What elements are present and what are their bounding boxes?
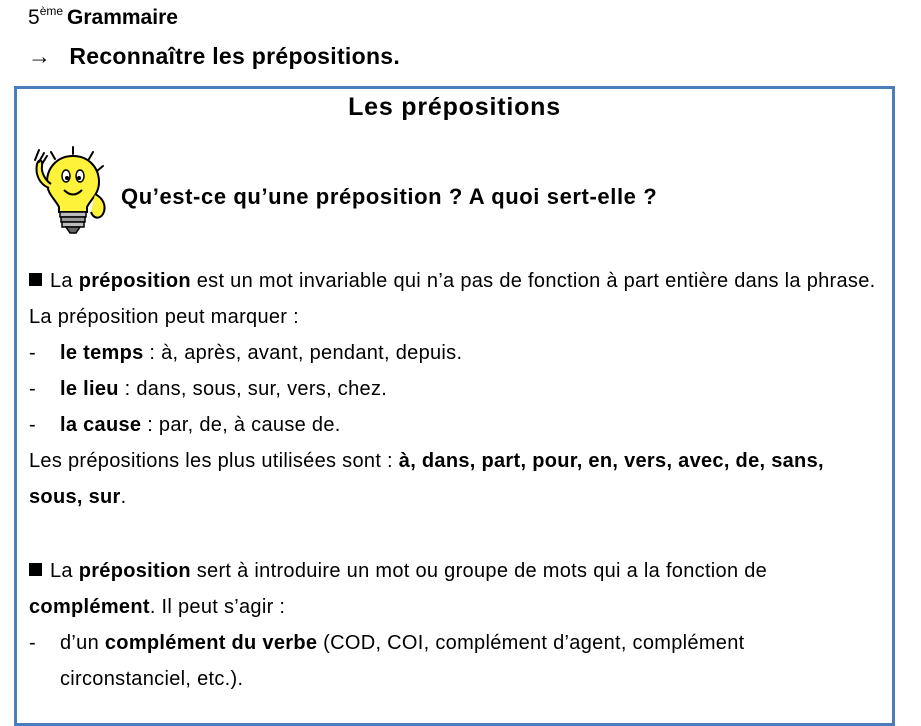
term-complement: complément <box>29 596 150 618</box>
lesson-title: Les prépositions <box>348 93 561 121</box>
common-prepositions: Les prépositions les plus utilisées sont : à, dans, part, pour, en, vers, avec, de, sans, sous, sur. <box>29 450 824 508</box>
key-question: Qu’est-ce qu’une préposition ? A quoi sert-elle ? <box>121 184 658 209</box>
subject-label: Grammaire <box>67 6 178 29</box>
lesson-objective <box>28 43 400 70</box>
list-item: - d’un complément du verbe (COD, COI, complément d’agent, complément circonstanciel, etc.). <box>29 632 745 690</box>
list-item: - le lieu : dans, sous, sur, vers, chez. <box>29 378 388 400</box>
level-number: 5 <box>28 6 40 29</box>
definition-block <box>29 263 879 515</box>
usage-block <box>29 553 879 697</box>
term-preposition: préposition <box>78 560 191 582</box>
square-bullet-icon <box>29 273 42 286</box>
lesson-frame <box>14 86 895 726</box>
list-item: - le temps : à, après, avant, pendant, depuis. <box>29 342 463 364</box>
common-prepositions-list: à, dans, part, pour, en, vers, avec, de, sans, sous, sur <box>29 450 824 508</box>
class-level-heading <box>28 4 178 30</box>
list-item: - la cause : par, de, à cause de. <box>29 414 341 436</box>
term-preposition: préposition <box>78 270 191 292</box>
level-suffix: ème <box>39 4 64 18</box>
objective-text: Reconnaître les prépositions. <box>69 43 401 69</box>
square-bullet-icon <box>29 563 42 576</box>
lightbulb-mascot-icon <box>29 144 111 236</box>
arrow-icon: → <box>28 43 52 69</box>
usage-intro: La préposition sert à introduire un mot ou groupe de mots qui a la fonction de complément. Il peut s’agir : <box>29 560 768 618</box>
definition-intro: La préposition est un mot invariable qui n’a pas de fonction à part entière dans la phrase. La préposition peut marquer : <box>29 270 876 328</box>
